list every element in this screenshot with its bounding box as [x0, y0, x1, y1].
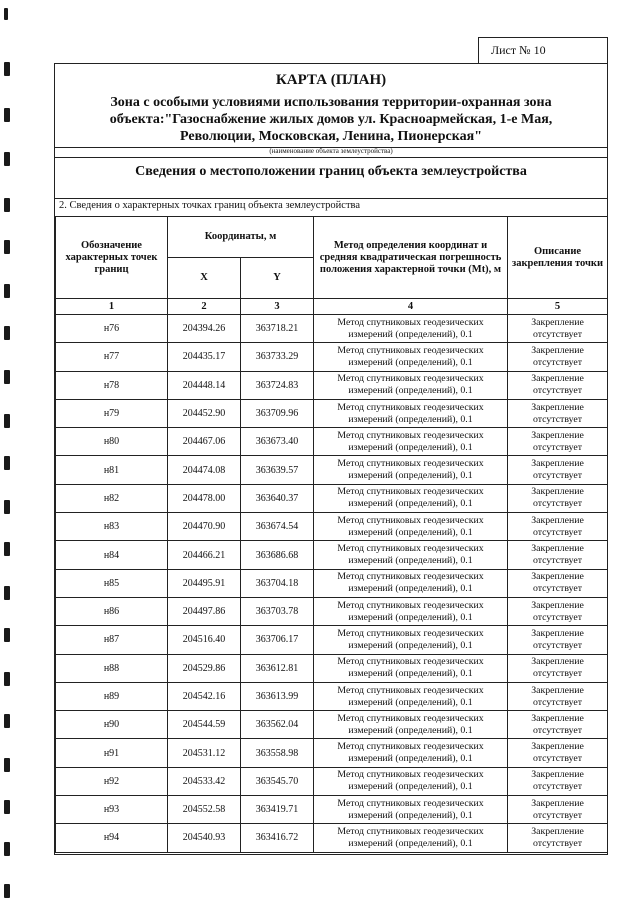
fixing-cell: [508, 315, 608, 343]
point-id: н90: [56, 711, 168, 739]
col-number: 5: [508, 299, 608, 315]
fixing-line-2: отсутствует: [533, 753, 583, 765]
method-cell: [314, 569, 508, 597]
fixing-cell: [508, 796, 608, 824]
fixing-cell: [508, 824, 608, 852]
col-number: 3: [241, 299, 314, 315]
coord-x: 204470.90: [168, 513, 241, 541]
method-cell: [314, 484, 508, 512]
method-line-2: измерений (определений), 0.1: [348, 809, 473, 821]
method-line-1: Метод спутниковых геодезических: [337, 373, 484, 385]
method-line-1: Метод спутниковых геодезических: [337, 627, 484, 639]
coord-y: 363709.96: [241, 399, 314, 427]
coord-y: 363419.71: [241, 796, 314, 824]
fixing-line-2: отсутствует: [533, 611, 583, 623]
table-row: [56, 767, 608, 795]
point-id: н77: [56, 343, 168, 371]
method-cell: [314, 428, 508, 456]
header-point: Обозначение характерных точек границ: [56, 217, 168, 299]
object-caption: (наименование объекта землеустройства): [269, 147, 393, 155]
object-name-line-3: Революции, Московская, Ленина, Пионерская": [180, 129, 482, 144]
fixing-cell: [508, 569, 608, 597]
fixing-cell: [508, 739, 608, 767]
coord-x: 204478.00: [168, 484, 241, 512]
method-line-2: измерений (определений), 0.1: [348, 498, 473, 510]
divider: [55, 198, 607, 199]
method-line-2: измерений (определений), 0.1: [348, 837, 473, 849]
coord-y: 363674.54: [241, 513, 314, 541]
binding-marks: [0, 0, 22, 905]
method-cell: [314, 739, 508, 767]
point-id: н93: [56, 796, 168, 824]
coord-y: 363562.04: [241, 711, 314, 739]
table-row: [56, 824, 608, 852]
fixing-line-1: Закрепление: [531, 429, 584, 441]
fixing-line-2: отсутствует: [533, 526, 583, 538]
table-row: [56, 456, 608, 484]
method-cell: [314, 399, 508, 427]
coord-y: 363673.40: [241, 428, 314, 456]
point-id: н79: [56, 399, 168, 427]
fixing-line-1: Закрепление: [531, 571, 584, 583]
coord-y: 363733.29: [241, 343, 314, 371]
method-line-2: измерений (определений), 0.1: [348, 441, 473, 453]
fixing-line-2: отсутствует: [533, 724, 583, 736]
divider: [55, 157, 607, 158]
fixing-line-2: отсутствует: [533, 441, 583, 453]
coord-x: 204474.08: [168, 456, 241, 484]
method-line-1: Метод спутниковых геодезических: [337, 429, 484, 441]
fixing-line-1: Закрепление: [531, 316, 584, 328]
fixing-line-2: отсутствует: [533, 837, 583, 849]
coord-x: 204495.91: [168, 569, 241, 597]
fixing-line-1: Закрепление: [531, 514, 584, 526]
method-cell: [314, 315, 508, 343]
fixing-cell: [508, 513, 608, 541]
method-line-2: измерений (определений), 0.1: [348, 696, 473, 708]
fixing-line-2: отсутствует: [533, 696, 583, 708]
table-row: [56, 315, 608, 343]
table-row: [56, 739, 608, 767]
method-line-1: Метод спутниковых геодезических: [337, 514, 484, 526]
section-title: Сведения о местоположении границ объекта землеустройства: [135, 164, 527, 179]
method-line-2: измерений (определений), 0.1: [348, 753, 473, 765]
coord-x: 204497.86: [168, 597, 241, 625]
coord-y: 363703.78: [241, 597, 314, 625]
header-x: X: [168, 258, 241, 299]
object-name: [65, 94, 597, 145]
method-cell: [314, 456, 508, 484]
method-cell: [314, 711, 508, 739]
fixing-cell: [508, 456, 608, 484]
point-id: н83: [56, 513, 168, 541]
fixing-cell: [508, 343, 608, 371]
method-line-1: Метод спутниковых геодезических: [337, 401, 484, 413]
fixing-line-1: Закрепление: [531, 656, 584, 668]
point-id: н89: [56, 682, 168, 710]
method-cell: [314, 626, 508, 654]
coord-x: 204516.40: [168, 626, 241, 654]
method-line-1: Метод спутниковых геодезических: [337, 684, 484, 696]
table-row: [56, 711, 608, 739]
point-id: н87: [56, 626, 168, 654]
point-id: н76: [56, 315, 168, 343]
method-line-2: измерений (определений), 0.1: [348, 724, 473, 736]
coord-y: 363613.99: [241, 682, 314, 710]
method-cell: [314, 767, 508, 795]
method-line-1: Метод спутниковых геодезических: [337, 316, 484, 328]
method-line-2: измерений (определений), 0.1: [348, 470, 473, 482]
method-line-2: измерений (определений), 0.1: [348, 555, 473, 567]
method-line-1: Метод спутниковых геодезических: [337, 571, 484, 583]
table-row: [56, 682, 608, 710]
object-name-line-1: Зона с особыми условиями использования территории-охранная зона: [110, 95, 552, 110]
fixing-cell: [508, 428, 608, 456]
fixing-line-2: отсутствует: [533, 583, 583, 595]
fixing-cell: [508, 371, 608, 399]
method-cell: [314, 513, 508, 541]
coord-x: 204552.58: [168, 796, 241, 824]
col-number: 1: [56, 299, 168, 315]
point-id: н91: [56, 739, 168, 767]
method-line-1: Метод спутниковых геодезических: [337, 712, 484, 724]
point-id: н81: [56, 456, 168, 484]
method-line-1: Метод спутниковых геодезических: [337, 458, 484, 470]
fixing-line-1: Закрепление: [531, 458, 584, 470]
method-cell: [314, 343, 508, 371]
fixing-cell: [508, 626, 608, 654]
fixing-line-1: Закрепление: [531, 599, 584, 611]
table-row: [56, 569, 608, 597]
method-line-1: Метод спутниковых геодезических: [337, 656, 484, 668]
method-line-2: измерений (определений), 0.1: [348, 413, 473, 425]
method-line-2: измерений (определений), 0.1: [348, 668, 473, 680]
point-id: н86: [56, 597, 168, 625]
fixing-line-2: отсутствует: [533, 328, 583, 340]
coord-y: 363686.68: [241, 541, 314, 569]
fixing-line-1: Закрепление: [531, 627, 584, 639]
table-row: [56, 428, 608, 456]
coord-x: 204452.90: [168, 399, 241, 427]
fixing-line-2: отсутствует: [533, 498, 583, 510]
fixing-line-1: Закрепление: [531, 797, 584, 809]
method-line-1: Метод спутниковых геодезических: [337, 599, 484, 611]
col-number: 2: [168, 299, 241, 315]
fixing-line-2: отсутствует: [533, 639, 583, 651]
page-title: КАРТА (ПЛАН): [275, 72, 387, 88]
fixing-line-1: Закрепление: [531, 684, 584, 696]
coord-x: 204533.42: [168, 767, 241, 795]
fixing-line-2: отсутствует: [533, 809, 583, 821]
method-line-2: измерений (определений), 0.1: [348, 583, 473, 595]
point-id: н88: [56, 654, 168, 682]
method-cell: [314, 541, 508, 569]
point-id: н82: [56, 484, 168, 512]
method-cell: [314, 371, 508, 399]
col-number: 4: [314, 299, 508, 315]
point-id: н78: [56, 371, 168, 399]
method-line-2: измерений (определений), 0.1: [348, 611, 473, 623]
coord-y: 363558.98: [241, 739, 314, 767]
fixing-cell: [508, 767, 608, 795]
fixing-line-1: Закрепление: [531, 825, 584, 837]
fixing-line-2: отсутствует: [533, 555, 583, 567]
fixing-line-2: отсутствует: [533, 470, 583, 482]
sheet-number: Лист № 10: [478, 37, 608, 63]
fixing-line-1: Закрепление: [531, 769, 584, 781]
method-cell: [314, 597, 508, 625]
table-row: [56, 371, 608, 399]
point-id: н92: [56, 767, 168, 795]
fixing-line-1: Закрепление: [531, 543, 584, 555]
point-id: н80: [56, 428, 168, 456]
table-row: [56, 541, 608, 569]
fixing-cell: [508, 399, 608, 427]
method-line-1: Метод спутниковых геодезических: [337, 825, 484, 837]
object-name-line-2: объекта:"Газоснабжение жилых домов ул. Красноармейская, 1-е Мая,: [109, 112, 553, 127]
method-line-1: Метод спутниковых геодезических: [337, 769, 484, 781]
method-line-2: измерений (определений), 0.1: [348, 385, 473, 397]
method-line-2: измерений (определений), 0.1: [348, 526, 473, 538]
coord-x: 204529.86: [168, 654, 241, 682]
fixing-line-1: Закрепление: [531, 344, 584, 356]
table-row: [56, 399, 608, 427]
point-id: н94: [56, 824, 168, 852]
coord-x: 204542.16: [168, 682, 241, 710]
point-id: н85: [56, 569, 168, 597]
header-fixing: Описание закрепления точки: [508, 217, 608, 299]
fixing-line-2: отсутствует: [533, 413, 583, 425]
coord-x: 204466.21: [168, 541, 241, 569]
fixing-line-1: Закрепление: [531, 741, 584, 753]
fixing-line-2: отсутствует: [533, 781, 583, 793]
coord-y: 363724.83: [241, 371, 314, 399]
fixing-cell: [508, 484, 608, 512]
method-cell: [314, 682, 508, 710]
table-row: [56, 484, 608, 512]
coord-x: 204531.12: [168, 739, 241, 767]
coord-y: 363706.17: [241, 626, 314, 654]
fixing-cell: [508, 682, 608, 710]
header-method: Метод определения координат и средняя квадратическая погрешность положения характерной точки (Mt), м: [314, 217, 508, 299]
method-line-2: измерений (определений), 0.1: [348, 328, 473, 340]
fixing-line-1: Закрепление: [531, 401, 584, 413]
coord-y: 363718.21: [241, 315, 314, 343]
table-row: [56, 796, 608, 824]
coord-x: 204467.06: [168, 428, 241, 456]
coord-y: 363612.81: [241, 654, 314, 682]
method-cell: [314, 824, 508, 852]
method-line-1: Метод спутниковых геодезических: [337, 741, 484, 753]
fixing-cell: [508, 711, 608, 739]
method-line-1: Метод спутниковых геодезических: [337, 543, 484, 555]
method-line-1: Метод спутниковых геодезических: [337, 797, 484, 809]
points-table: [55, 216, 608, 853]
fixing-line-2: отсутствует: [533, 668, 583, 680]
coord-y: 363639.57: [241, 456, 314, 484]
coord-x: 204544.59: [168, 711, 241, 739]
fixing-line-2: отсутствует: [533, 385, 583, 397]
header-y: Y: [241, 258, 314, 299]
coord-x: 204435.17: [168, 343, 241, 371]
table-row: [56, 513, 608, 541]
coord-x: 204394.26: [168, 315, 241, 343]
coord-x: 204540.93: [168, 824, 241, 852]
method-line-1: Метод спутниковых геодезических: [337, 344, 484, 356]
method-cell: [314, 796, 508, 824]
map-frame: [54, 63, 608, 855]
point-id: н84: [56, 541, 168, 569]
fixing-line-1: Закрепление: [531, 373, 584, 385]
method-line-2: измерений (определений), 0.1: [348, 781, 473, 793]
table-row: [56, 343, 608, 371]
method-cell: [314, 654, 508, 682]
coord-y: 363704.18: [241, 569, 314, 597]
coord-x: 204448.14: [168, 371, 241, 399]
fixing-line-2: отсутствует: [533, 356, 583, 368]
coord-y: 363545.70: [241, 767, 314, 795]
fixing-line-1: Закрепление: [531, 712, 584, 724]
method-line-2: измерений (определений), 0.1: [348, 356, 473, 368]
section-subtitle: 2. Сведения о характерных точках границ объекта землеустройства: [59, 200, 361, 211]
table-row: [56, 654, 608, 682]
fixing-cell: [508, 541, 608, 569]
fixing-line-1: Закрепление: [531, 486, 584, 498]
method-line-2: измерений (определений), 0.1: [348, 639, 473, 651]
table-row: [56, 597, 608, 625]
coord-y: 363640.37: [241, 484, 314, 512]
method-line-1: Метод спутниковых геодезических: [337, 486, 484, 498]
coord-y: 363416.72: [241, 824, 314, 852]
table-row: [56, 626, 608, 654]
header-coords: Координаты, м: [168, 217, 314, 258]
fixing-cell: [508, 654, 608, 682]
fixing-cell: [508, 597, 608, 625]
